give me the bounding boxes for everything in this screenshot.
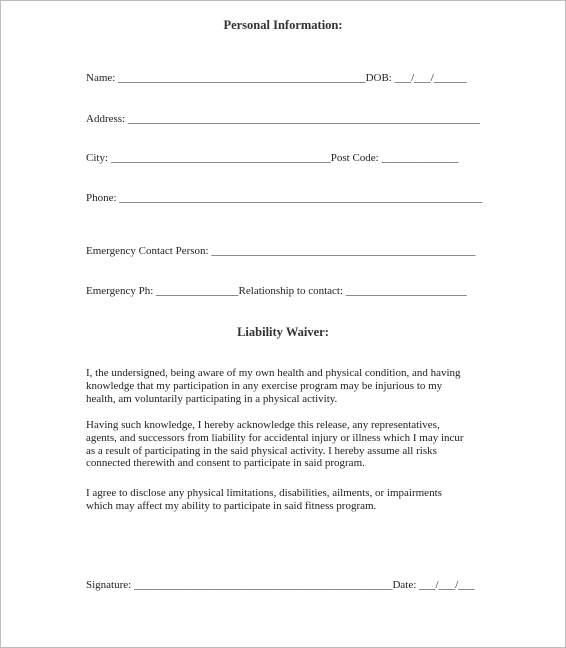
waiver-paragraph-1 — [86, 367, 496, 405]
waiver-paragraph-2 — [86, 419, 496, 470]
waiver-p1-line: I, the undersigned, being aware of my own health and physical condition, and having — [86, 367, 461, 379]
liability-waiver-heading: Liability Waiver: — [237, 325, 329, 339]
address-field[interactable]: Address: ________________________________________________________________ — [86, 113, 480, 125]
personal-info-heading: Personal Information: — [223, 18, 343, 32]
emergency-phone-field[interactable]: Emergency Ph: _______________Relationship to contact: ______________________ — [86, 285, 467, 297]
waiver-p2-line: connected therewith and consent to participate in said program. — [86, 457, 365, 470]
waiver-p2-line: as a result of participating in the said physical activity. I hereby assume all risks — [86, 444, 437, 457]
city-postcode-field[interactable]: City: ________________________________________Post Code: ______________ — [86, 152, 459, 164]
name-dob-field[interactable]: Name: _____________________________________________DOB: ___/___/______ — [86, 72, 467, 84]
emergency-contact-field[interactable]: Emergency Contact Person: ________________________________________________ — [86, 245, 476, 257]
waiver-p1-line: knowledge that my participation in any exercise program may be injurious to my — [86, 379, 443, 392]
waiver-p3-line: which may affect my ability to participate in said fitness program. — [86, 499, 377, 512]
phone-field[interactable]: Phone: __________________________________________________________________ — [86, 192, 483, 204]
waiver-p1-line: health, am voluntarily participating in a physical activity. — [86, 392, 338, 405]
waiver-p2-line: Having such knowledge, I hereby acknowledge this release, any representatives, — [86, 419, 440, 431]
waiver-paragraph-3 — [86, 487, 496, 513]
signature-date-field[interactable]: Signature: _______________________________________________Date: ___/___/___ — [86, 579, 475, 591]
waiver-p3-line: I agree to disclose any physical limitations, disabilities, ailments, or impairments — [86, 487, 442, 499]
waiver-p2-line: agents, and successors from liability for accidental injury or illness which I may incur — [86, 431, 464, 444]
